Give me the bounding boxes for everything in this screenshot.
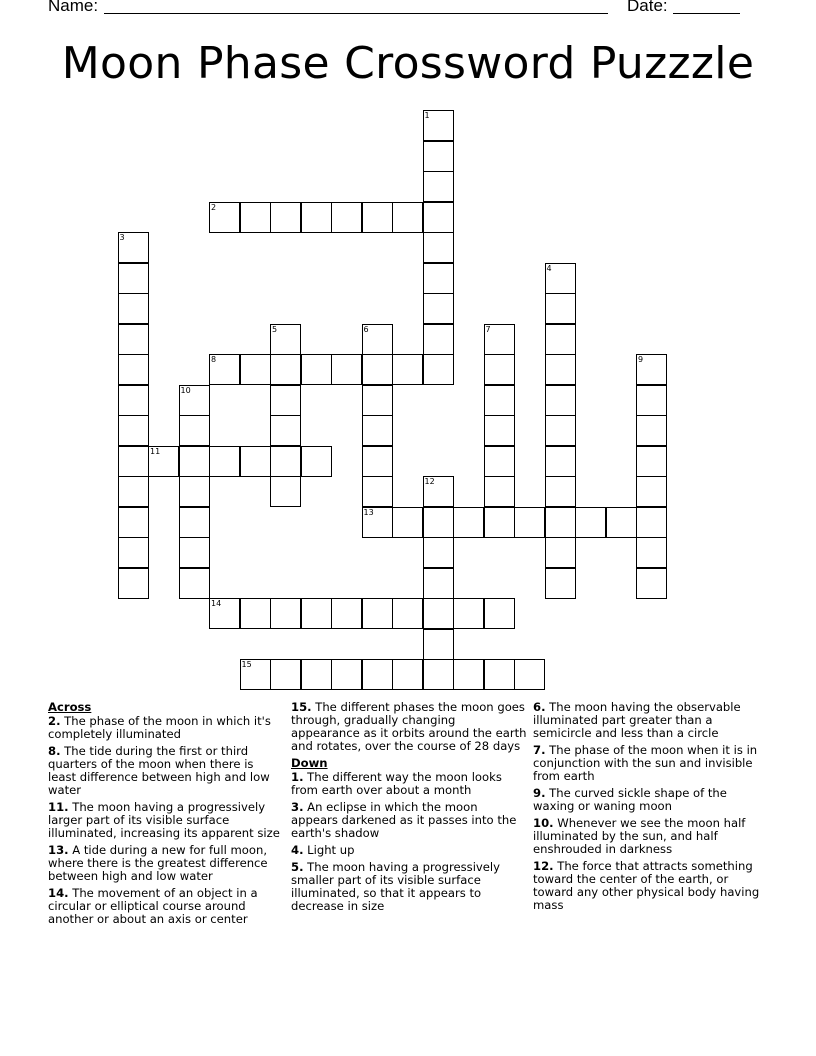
crossword-cell[interactable] — [636, 507, 667, 538]
clue-down-1: 1. The different way the moon looks from earth over about a month — [291, 770, 502, 797]
clue-across-14: 14. The movement of an object in a circular or elliptical course around another or about an axis or center — [48, 886, 258, 926]
crossword-cell[interactable] — [636, 476, 667, 507]
crossword-cell[interactable] — [148, 446, 179, 477]
clue-down-12: 12. The force that attracts something toward the center of the earth, or toward any other physical body having mass — [533, 859, 760, 912]
cell-number: 9 — [638, 355, 644, 364]
crossword-cell[interactable] — [423, 324, 454, 355]
crossword-cell[interactable] — [514, 507, 545, 538]
crossword-cell[interactable] — [392, 507, 423, 538]
crossword-cell[interactable] — [331, 202, 362, 233]
crossword-cell[interactable] — [636, 446, 667, 477]
crossword-cell[interactable] — [362, 598, 393, 629]
crossword-cell[interactable] — [423, 659, 454, 690]
cell-number: 10 — [180, 385, 191, 395]
crossword-cell[interactable] — [270, 598, 301, 629]
crossword-cell[interactable] — [545, 568, 576, 599]
crossword-cell[interactable] — [301, 446, 332, 477]
crossword-cell[interactable] — [270, 354, 301, 385]
crossword-cell[interactable] — [453, 598, 484, 629]
crossword-cell[interactable] — [545, 324, 576, 355]
crossword-cell[interactable] — [423, 354, 454, 385]
clue-down-4: 4. Light up — [291, 843, 355, 857]
worksheet-header — [48, 0, 768, 20]
crossword-cell[interactable] — [392, 659, 423, 690]
cell-number: 8 — [211, 355, 217, 364]
crossword-cell[interactable] — [423, 476, 454, 507]
crossword-cell[interactable] — [118, 385, 149, 416]
crossword-cell[interactable] — [118, 324, 149, 355]
crossword-cell[interactable] — [484, 476, 515, 507]
crossword-cell[interactable] — [423, 263, 454, 294]
crossword-cell[interactable] — [240, 446, 271, 477]
crossword-cell[interactable] — [209, 354, 240, 385]
crossword-cell[interactable] — [423, 598, 454, 629]
crossword-cell[interactable] — [362, 659, 393, 690]
clue-down-3: 3. An eclipse in which the moon appears darkened as it passes into the earth's shadow — [291, 800, 517, 840]
cell-number: 12 — [424, 477, 435, 486]
clue-across-13: 13. A tide during a new for full moon, where there is the greatest difference between high and low water — [48, 843, 268, 883]
crossword-cell[interactable] — [179, 537, 210, 568]
cell-number: 1 — [424, 111, 430, 120]
crossword-cell[interactable] — [118, 415, 149, 446]
crossword-cell[interactable] — [362, 507, 393, 538]
crossword-cell[interactable] — [545, 507, 576, 538]
crossword-cell[interactable] — [179, 446, 210, 477]
cell-number: 11 — [150, 446, 161, 456]
crossword-cell[interactable] — [545, 354, 576, 385]
crossword-cell[interactable] — [118, 446, 149, 477]
crossword-cell[interactable] — [453, 507, 484, 538]
crossword-cell[interactable] — [636, 537, 667, 568]
crossword-cell[interactable] — [118, 568, 149, 599]
crossword-cell[interactable] — [545, 415, 576, 446]
clue-down-7: 7. The phase of the moon when it is in conjunction with the sun and invisible from earth — [533, 743, 758, 783]
clue-down-5: 5. The moon having a progressively smaller part of its visible surface illuminated, so that it appears to decrease in size — [291, 860, 500, 913]
crossword-cell[interactable] — [636, 415, 667, 446]
crossword-cell[interactable] — [331, 354, 362, 385]
crossword-cell[interactable] — [362, 415, 393, 446]
crossword-cell[interactable] — [392, 202, 423, 233]
crossword-cell[interactable] — [301, 354, 332, 385]
crossword-cell[interactable] — [270, 324, 301, 355]
cell-number: 6 — [363, 324, 369, 334]
crossword-cell[interactable] — [545, 537, 576, 568]
crossword-cell[interactable] — [423, 232, 454, 263]
cell-number: 13 — [363, 507, 374, 517]
crossword-cell[interactable] — [423, 141, 454, 172]
crossword-cell[interactable] — [575, 507, 606, 538]
crossword-cell[interactable] — [331, 659, 362, 690]
name-label: Name: — [48, 0, 99, 15]
crossword-cell[interactable] — [636, 568, 667, 599]
name-field[interactable] — [104, 13, 608, 14]
date-field[interactable] — [673, 13, 740, 14]
crossword-cell[interactable] — [484, 385, 515, 416]
crossword-cell[interactable] — [179, 476, 210, 507]
crossword-cell[interactable] — [270, 415, 301, 446]
crossword-cell[interactable] — [209, 202, 240, 233]
crossword-cell[interactable] — [118, 354, 149, 385]
crossword-cell[interactable] — [240, 659, 271, 690]
crossword-cell[interactable] — [301, 598, 332, 629]
clue-across-2: 2. The phase of the moon in which it's completely illuminated — [48, 714, 271, 741]
crossword-cell[interactable] — [423, 537, 454, 568]
crossword-cell[interactable] — [484, 507, 515, 538]
crossword-cell[interactable] — [301, 659, 332, 690]
crossword-cell[interactable] — [423, 507, 454, 538]
crossword-cell[interactable] — [362, 385, 393, 416]
across-heading: Across — [48, 700, 92, 714]
crossword-cell[interactable] — [545, 446, 576, 477]
crossword-cell[interactable] — [423, 110, 454, 141]
date-label: Date: — [627, 0, 668, 15]
crossword-cell[interactable] — [179, 385, 210, 416]
clue-down-10: 10. Whenever we see the moon half illuminated by the sun, and half enshrouded in darkness — [533, 816, 746, 856]
crossword-cell[interactable] — [118, 507, 149, 538]
crossword-cell[interactable] — [118, 476, 149, 507]
cell-number: 4 — [546, 263, 552, 273]
crossword-cell[interactable] — [118, 293, 149, 324]
crossword-cell[interactable] — [392, 598, 423, 629]
cell-number: 7 — [485, 324, 491, 334]
crossword-cell[interactable] — [240, 354, 271, 385]
crossword-cell[interactable] — [118, 537, 149, 568]
crossword-cell[interactable] — [545, 293, 576, 324]
crossword-cell[interactable] — [545, 476, 576, 507]
crossword-cell[interactable] — [423, 202, 454, 233]
crossword-cell[interactable] — [209, 446, 240, 477]
crossword-cell[interactable] — [270, 659, 301, 690]
cell-number: 5 — [272, 324, 278, 334]
crossword-cell[interactable] — [636, 354, 667, 385]
crossword-cell[interactable] — [118, 232, 149, 263]
crossword-cell[interactable] — [484, 446, 515, 477]
crossword-cell[interactable] — [118, 263, 149, 294]
crossword-cell[interactable] — [362, 354, 393, 385]
crossword-cell[interactable] — [423, 171, 454, 202]
crossword-cell[interactable] — [179, 507, 210, 538]
crossword-cell[interactable] — [179, 415, 210, 446]
crossword-cell[interactable] — [484, 324, 515, 355]
crossword-cell[interactable] — [179, 568, 210, 599]
clue-down-9: 9. The curved sickle shape of the waxing or waning moon — [533, 786, 727, 813]
crossword-cell[interactable] — [362, 202, 393, 233]
clue-down-6: 6. The moon having the observable illuminated part greater than a semicircle and less than a circle — [533, 700, 741, 740]
cell-number: 2 — [211, 202, 217, 212]
crossword-cell[interactable] — [362, 446, 393, 477]
cell-number: 14 — [211, 599, 222, 608]
crossword-cell[interactable] — [423, 629, 454, 660]
crossword-cell[interactable] — [484, 354, 515, 385]
crossword-cell[interactable] — [545, 385, 576, 416]
crossword-cell[interactable] — [331, 598, 362, 629]
crossword-cell[interactable] — [362, 324, 393, 355]
crossword-cell[interactable] — [545, 263, 576, 294]
page-title: Moon Phase Crossword Puzzzle — [61, 38, 755, 89]
crossword-cell[interactable] — [270, 202, 301, 233]
down-heading: Down — [291, 756, 328, 770]
clue-across-11: 11. The moon having a progressively larger part of its visible surface illuminated, increasing its apparent size — [48, 800, 280, 840]
crossword-cell[interactable] — [453, 659, 484, 690]
crossword-cell[interactable] — [484, 659, 515, 690]
crossword-cell[interactable] — [362, 476, 393, 507]
crossword-cell[interactable] — [209, 598, 240, 629]
crossword-cell[interactable] — [270, 385, 301, 416]
crossword-cell[interactable] — [392, 354, 423, 385]
crossword-cell[interactable] — [514, 659, 545, 690]
crossword-cell[interactable] — [270, 476, 301, 507]
crossword-cell[interactable] — [636, 385, 667, 416]
clue-across-15: 15. The different phases the moon goes through, gradually changing appearance as it orbits around the earth and rotates, over the course of 28 days — [291, 700, 527, 753]
crossword-cell[interactable] — [606, 507, 637, 538]
crossword-cell[interactable] — [484, 598, 515, 629]
crossword-cell[interactable] — [484, 415, 515, 446]
clues-column-3 — [533, 701, 769, 916]
crossword-cell[interactable] — [240, 202, 271, 233]
cell-number: 15 — [241, 660, 252, 669]
clues-column-2 — [291, 701, 527, 917]
clue-across-8: 8. The tide during the first or third quarters of the moon when there is least difference between high and low water — [48, 744, 270, 797]
crossword-cell[interactable] — [301, 202, 332, 233]
cell-number: 3 — [119, 233, 125, 242]
crossword-cell[interactable] — [423, 568, 454, 599]
crossword-cell[interactable] — [423, 293, 454, 324]
crossword-cell[interactable] — [270, 446, 301, 477]
crossword-cell[interactable] — [240, 598, 271, 629]
clues-column-1 — [48, 701, 284, 930]
